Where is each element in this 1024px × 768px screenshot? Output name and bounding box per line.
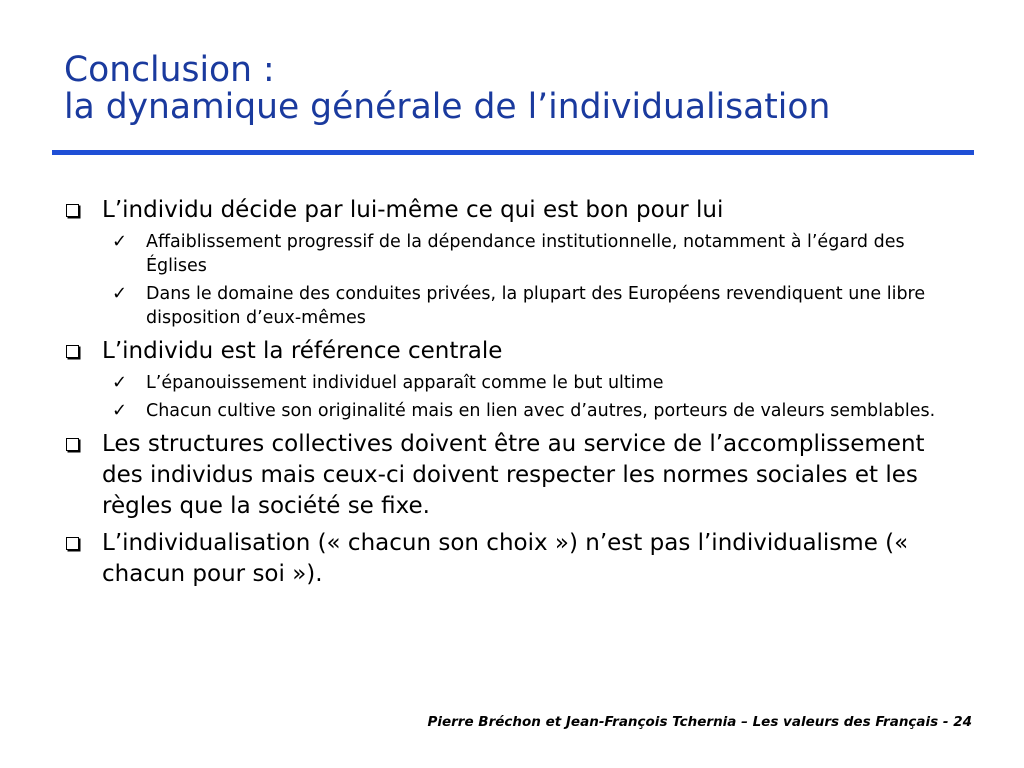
sub-bullet-text: Affaiblissement progressif de la dépendance institutionnelle, notamment à l’égard des Églises — [146, 232, 905, 276]
bullet-item — [66, 195, 966, 330]
sub-bullet-text: Dans le domaine des conduites privées, la plupart des Européens revendiquent une libre disposition d’eux-mêmes — [146, 284, 926, 328]
bullet-text: L’individualisation (« chacun son choix ») n’est pas l’individualisme (« chacun pour soi »). — [102, 530, 909, 587]
slide-title — [64, 52, 830, 126]
bullet-item — [66, 429, 966, 522]
checkmark-icon: ✓ — [112, 283, 128, 304]
checkmark-icon: ✓ — [112, 231, 128, 252]
checkmark-icon: ✓ — [112, 372, 128, 393]
sub-bullet-item — [102, 282, 966, 330]
title-line-1: Conclusion : — [64, 50, 275, 90]
sub-bullet-list — [102, 371, 966, 423]
square-bullet-icon — [66, 438, 79, 451]
sub-bullet-text: L’épanouissement individuel apparaît comme le but ultime — [146, 373, 664, 393]
square-bullet-icon — [66, 204, 79, 217]
square-bullet-icon — [66, 537, 79, 550]
sub-bullet-item — [102, 230, 966, 278]
square-bullet-icon — [66, 345, 79, 358]
bullet-text: L’individu est la référence centrale — [102, 338, 503, 364]
title-line-2: la dynamique générale de l’individualisation — [64, 87, 831, 127]
bullet-text: Les structures collectives doivent être au service de l’accomplissement des individus mais ceux-ci doivent respecter les normes sociales et les règles que la société se fixe. — [102, 431, 925, 519]
bullet-item — [66, 336, 966, 423]
sub-bullet-list — [102, 230, 966, 330]
bullet-item — [66, 528, 966, 590]
bullet-list — [66, 195, 966, 596]
sub-bullet-text: Chacun cultive son originalité mais en lien avec d’autres, porteurs de valeurs semblables. — [146, 401, 936, 421]
bullet-text: L’individu décide par lui-même ce qui est bon pour lui — [102, 197, 724, 223]
slide-footer: Pierre Bréchon et Jean-François Tchernia – Les valeurs des Français - 24 — [427, 714, 972, 730]
title-divider — [52, 150, 974, 155]
checkmark-icon: ✓ — [112, 400, 128, 421]
sub-bullet-item — [102, 371, 966, 395]
sub-bullet-item — [102, 399, 966, 423]
